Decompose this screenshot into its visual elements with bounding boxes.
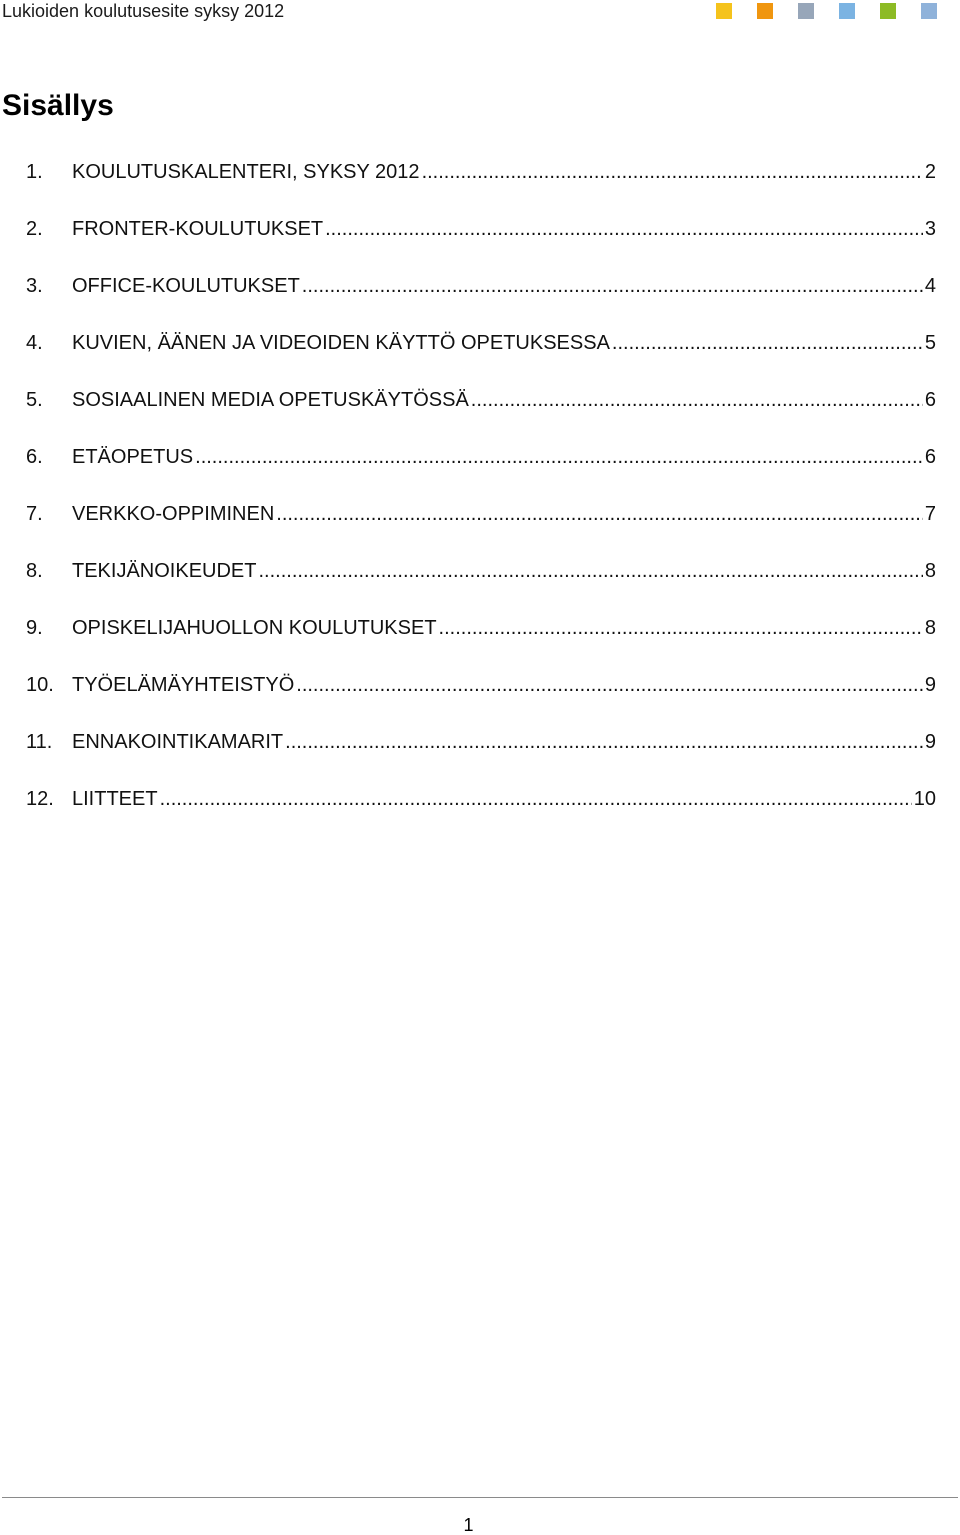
color-square-yellow <box>716 3 732 19</box>
toc-entry-title: ETÄOPETUS <box>72 446 194 468</box>
table-of-contents <box>26 158 936 842</box>
toc-entry-number: 7. <box>26 503 43 525</box>
toc-dot-leader <box>302 272 923 300</box>
toc-entry-page: 10 <box>913 788 936 810</box>
toc-entry-number: 3. <box>26 275 43 297</box>
toc-entry-number: 12. <box>26 788 54 810</box>
toc-entry-number: 2. <box>26 218 43 240</box>
toc-entry-title: ENNAKOINTIKAMARIT <box>72 731 284 753</box>
toc-entry-page: 5 <box>924 332 936 354</box>
color-square-green <box>880 3 896 19</box>
color-square-light-blue <box>839 3 855 19</box>
toc-dot-leader <box>285 728 923 756</box>
toc-entry[interactable] <box>26 272 936 329</box>
toc-entry-title: FRONTER-KOULUTUKSET <box>72 218 324 240</box>
toc-entry-page: 3 <box>924 218 936 240</box>
toc-entry-title: SOSIAALINEN MEDIA OPETUSKÄYTÖSSÄ <box>72 389 469 411</box>
toc-entry-page: 9 <box>924 674 936 696</box>
toc-dot-leader <box>439 614 923 642</box>
toc-entry-page: 8 <box>924 560 936 582</box>
toc-dot-leader <box>276 500 923 528</box>
toc-dot-leader <box>258 557 922 585</box>
toc-entry[interactable] <box>26 215 936 272</box>
footer-page-number: 1 <box>463 1515 474 1535</box>
footer-divider <box>2 1497 958 1498</box>
toc-entry-page: 2 <box>924 161 936 183</box>
toc-entry[interactable] <box>26 671 936 728</box>
toc-entry[interactable] <box>26 158 936 215</box>
toc-dot-leader <box>612 329 923 357</box>
toc-entry-title: OPISKELIJAHUOLLON KOULUTUKSET <box>72 617 437 639</box>
toc-heading: Sisällys <box>2 89 114 122</box>
toc-entry[interactable] <box>26 614 936 671</box>
color-square-gray <box>798 3 814 19</box>
toc-entry-page: 6 <box>924 389 936 411</box>
color-square-orange <box>757 3 773 19</box>
toc-entry-page: 4 <box>924 275 936 297</box>
toc-entry-title: TYÖELÄMÄYHTEISTYÖ <box>72 674 295 696</box>
toc-entry-number: 8. <box>26 560 43 582</box>
toc-entry-page: 8 <box>924 617 936 639</box>
toc-entry[interactable] <box>26 728 936 785</box>
toc-entry-title: LIITTEET <box>72 788 158 810</box>
toc-entry[interactable] <box>26 443 936 500</box>
toc-entry-page: 9 <box>924 731 936 753</box>
toc-entry-number: 10. <box>26 674 54 696</box>
toc-dot-leader <box>160 785 912 813</box>
toc-entry-number: 4. <box>26 332 43 354</box>
toc-entry-title: TEKIJÄNOIKEUDET <box>72 560 257 582</box>
toc-entry[interactable] <box>26 386 936 443</box>
toc-entry[interactable] <box>26 500 936 557</box>
toc-entry-page: 6 <box>924 446 936 468</box>
toc-dot-leader <box>296 671 923 699</box>
toc-entry-title: KUVIEN, ÄÄNEN JA VIDEOIDEN KÄYTTÖ OPETUKSESSA <box>72 332 610 354</box>
toc-dot-leader <box>195 443 923 471</box>
toc-entry[interactable] <box>26 557 936 614</box>
toc-dot-leader <box>325 215 923 243</box>
toc-entry-number: 9. <box>26 617 43 639</box>
toc-entry-number: 5. <box>26 389 43 411</box>
document-header-title: Lukioiden koulutusesite syksy 2012 <box>2 1 285 21</box>
toc-entry-number: 1. <box>26 161 43 183</box>
toc-entry[interactable] <box>26 329 936 386</box>
toc-dot-leader <box>471 386 923 414</box>
toc-dot-leader <box>422 158 923 186</box>
toc-entry-title: KOULUTUSKALENTERI, SYKSY 2012 <box>72 161 420 183</box>
toc-entry-number: 6. <box>26 446 43 468</box>
color-square-blue <box>921 3 937 19</box>
toc-entry-number: 11. <box>26 731 53 753</box>
toc-entry-title: OFFICE-KOULUTUKSET <box>72 275 300 297</box>
toc-entry-page: 7 <box>924 503 936 525</box>
toc-entry[interactable] <box>26 785 936 842</box>
toc-entry-title: VERKKO-OPPIMINEN <box>72 503 275 525</box>
